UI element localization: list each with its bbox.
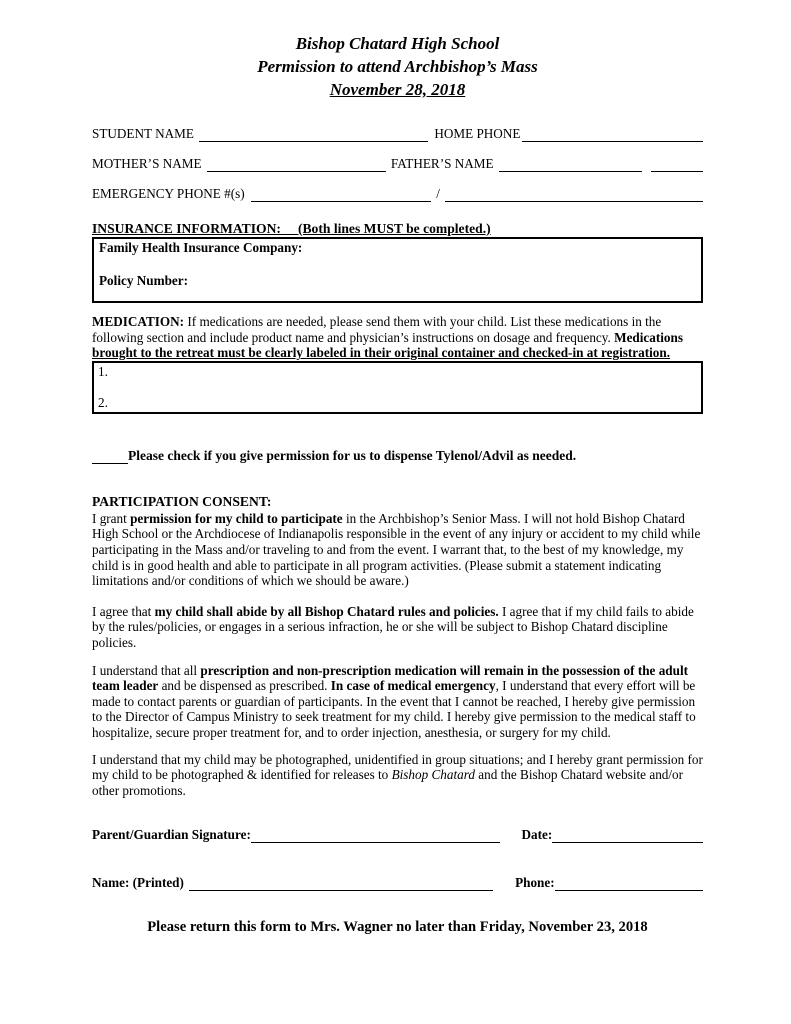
consent-p3-run4: In case of medical emergency — [330, 678, 496, 694]
insurance-heading-note: (Both lines MUST be completed.) — [297, 221, 491, 236]
parents-row — [92, 155, 703, 172]
insurance-box — [92, 237, 703, 303]
student-row — [92, 125, 703, 142]
consent-p3-run5: , I understand that every effort will be made to contact parents or guardian of participants. In the event that I cannot be reached, I hereby give permission to the Director of Campus Ministry to seek treatment for my child. I hereby give permission to the medical staff to hospitalize, secure proper treatment for, and to order injection, anesthesia, or surgery for my child. — [92, 678, 696, 740]
date-blank[interactable] — [552, 827, 703, 843]
father-name-label: FATHER’S NAME — [390, 156, 494, 171]
medication-item-2-field[interactable] — [98, 395, 697, 411]
parent-signature-blank[interactable] — [251, 827, 500, 843]
printed-name-blank[interactable] — [189, 875, 493, 891]
school-name: Bishop Chatard High School — [295, 34, 500, 53]
consent-p3-run1: I understand that all — [92, 662, 201, 678]
slash-separator: / — [436, 186, 440, 201]
form-content — [92, 0, 703, 936]
policy-number-label: Policy Number: — [99, 273, 188, 288]
participation-consent-heading: PARTICIPATION CONSENT: — [92, 493, 272, 509]
tylenol-permission-blank[interactable] — [92, 449, 128, 464]
consent-p4-run1: I understand that my child may be photographed, unidentified in group situations; and I hereby grant permission for my child to be photographed & identified for releases to — [92, 751, 703, 783]
consent-p1-run2: permission for my child to participate — [130, 510, 343, 526]
consent-p2-run2: my child shall abide by all Bishop Chatard rules and policies. — [154, 603, 499, 619]
printed-name-label: Name: (Printed) — [92, 875, 184, 891]
event-date: November 28, 2018 — [329, 80, 466, 99]
consent-p1-run3: in the Archbishop’s Senior Mass. I will not hold Bishop Chatard High School or the Archdiocese of Indianapolis responsible in the event of any injury or accident to my child while participating in the Mass and/or traveling to and from the event. I warrant that, to the best of my knowledge, my child is in good health and able to participate in all program activities. (Please submit a statement indicating limitations and/or conditions of which we should be aware.) — [92, 510, 701, 589]
consent-paragraph-1 — [92, 511, 703, 589]
home-phone-blank[interactable] — [522, 126, 703, 142]
consent-p3-run2: prescription and non-prescription medication will remain in the possession of the adult team leader — [92, 662, 689, 694]
emergency-phone-label: EMERGENCY PHONE #(s) — [92, 186, 245, 201]
insurance-heading — [92, 220, 703, 237]
consent-paragraph-2 — [92, 604, 703, 651]
consent-p1-run1: I grant — [92, 510, 131, 526]
insurance-heading-text: INSURANCE INFORMATION: — [92, 221, 281, 236]
signature-row — [92, 826, 703, 843]
consent-p3-run3: and be dispensed as prescribed. — [158, 678, 331, 694]
mother-name-blank[interactable] — [207, 156, 386, 172]
mother-name-label: MOTHER’S NAME — [92, 156, 202, 171]
consent-paragraph-4 — [92, 752, 703, 799]
emergency-row — [92, 185, 703, 202]
form-subtitle: Permission to attend Archbishop’s Mass — [257, 57, 538, 76]
medication-item-2-number: 2. — [98, 394, 108, 410]
medication-bold-underlined: brought to the retreat must be clearly labeled in their original container and checked-in at registration. — [92, 345, 671, 361]
medication-paragraph — [92, 314, 703, 361]
insurance-company-label: Family Health Insurance Company: — [99, 240, 303, 255]
medication-body: If medications are needed, please send them with your child. List these medications in the following section and include product name and physician’s instructions on dosage and frequency. — [92, 314, 662, 345]
father-name-blank[interactable] — [499, 156, 642, 172]
consent-p2-run1: I agree that — [92, 603, 155, 619]
student-name-label: STUDENT NAME — [92, 126, 194, 141]
medication-item-1-number: 1. — [98, 363, 108, 379]
date-label: Date: — [521, 827, 553, 843]
phone-blank[interactable] — [555, 875, 703, 891]
printed-name-row — [92, 874, 703, 891]
medication-bold-lead: Medications — [614, 329, 683, 345]
heading-gap — [281, 221, 298, 236]
form-title — [92, 32, 703, 101]
father-name-extra-blank[interactable] — [651, 156, 703, 172]
medication-list-box — [92, 361, 703, 414]
consent-p2-run3: I agree that if my child fails to abide by the rules/policies, or engages in a serious infraction, he or she will be subject to Bishop Chatard discipline policies. — [92, 603, 694, 650]
student-name-blank[interactable] — [199, 126, 428, 142]
policy-number-field[interactable] — [99, 273, 696, 289]
parent-signature-label: Parent/Guardian Signature: — [92, 827, 251, 843]
consent-paragraph-3 — [92, 663, 703, 741]
emergency-phone-blank-2[interactable] — [445, 186, 703, 202]
return-instruction: Please return this form to Mrs. Wagner no later than Friday, November 23, 2018 — [147, 919, 648, 936]
phone-label: Phone: — [515, 875, 555, 891]
home-phone-label: HOME PHONE — [434, 126, 521, 141]
tylenol-permission-row — [92, 447, 703, 464]
insurance-company-field[interactable] — [99, 240, 696, 256]
medication-item-1-field[interactable] — [98, 364, 697, 380]
tylenol-permission-text: Please check if you give permission for us to dispense Tylenol/Advil as needed. — [128, 447, 577, 463]
emergency-phone-blank-1[interactable] — [251, 186, 432, 202]
medication-heading: MEDICATION: — [92, 314, 185, 329]
consent-p4-run2: Bishop Chatard — [391, 767, 475, 783]
consent-p4-run3: and the Bishop Chatard website and/or other promotions. — [92, 767, 684, 798]
